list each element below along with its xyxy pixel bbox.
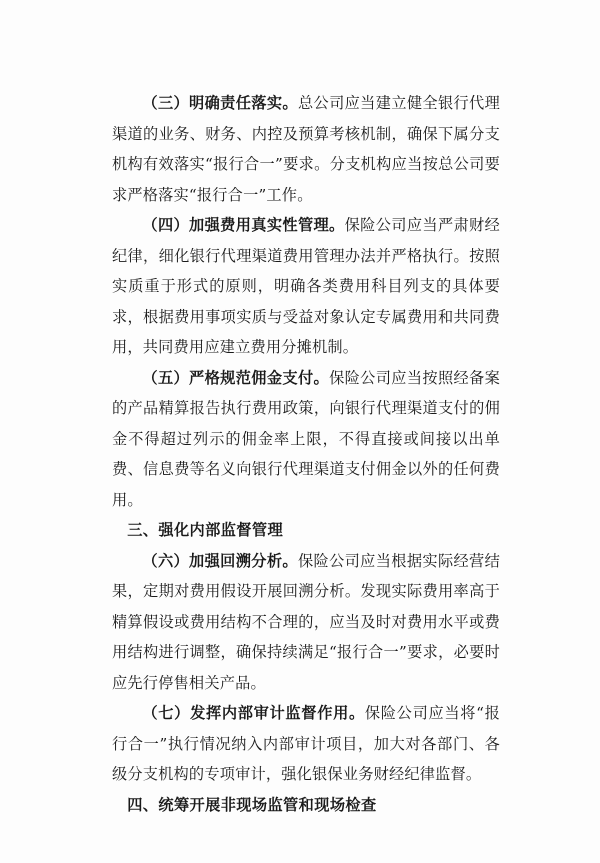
paragraph-lead: （三）明确责任落实。 (142, 94, 298, 112)
paragraph-lead: （六）加强回溯分析。 (142, 551, 298, 570)
paragraph-text: 保险公司应当按照经备案的产品精算报告执行费用政策，向银行代理渠道支付的佣金不得超过列示的佣金率上限，不得直接或间接以出单费、信息费等名义向银行代理渠道支付佣金以外的任何费用。 (112, 368, 501, 509)
paragraph-commission-payment (112, 363, 500, 516)
paragraph-lead: （五）严格规范佣金支付。 (142, 368, 330, 387)
paragraph-expense-authenticity (112, 210, 500, 363)
paragraph-lead: （四）加强费用真实性管理。 (142, 216, 345, 234)
paragraph-backtesting (112, 546, 500, 699)
document-body (112, 88, 500, 820)
paragraph-text: 保险公司应当将“报行合一”执行情况纳入内部审计项目，加大对各部门、各级分支机构的专项审计，强化银保业务财经纪律监督。 (112, 704, 500, 783)
paragraph-text: 保险公司应当严肃财经纪律，细化银行代理渠道费用管理办法并严格执行。按照实质重于形式的原则，明确各类费用科目列支的具体要求，根据费用事项实质与受益对象认定专属费用和共同费用，共同费用应建立费用分摊机制。 (112, 216, 500, 356)
paragraph-text: 保险公司应当根据实际经营结果，定期对费用假设开展回溯分析。发现实际费用率高于精算假设或费用结构不合理的，应当及时对费用水平或费用结构进行调整，确保持续满足“报行合一”要求，必要时应先行停售相关产品。 (112, 551, 501, 692)
paragraph-text: 总公司应当建立健全银行代理渠道的业务、财务、内控及预算考核机制，确保下属分支机构有效落实“报行合一”要求。分支机构应当按总公司要求严格落实“报行合一”工作。 (112, 94, 501, 204)
section-heading-internal-supervision: 三、强化内部监督管理 (127, 521, 284, 539)
section-heading-supervision-inspection: 四、统筹开展非现场监管和现场检查 (127, 795, 377, 814)
paragraph-lead: （七）发挥内部审计监督作用。 (142, 704, 365, 722)
paragraph-responsibility (112, 88, 500, 210)
paragraph-internal-audit (112, 698, 500, 790)
